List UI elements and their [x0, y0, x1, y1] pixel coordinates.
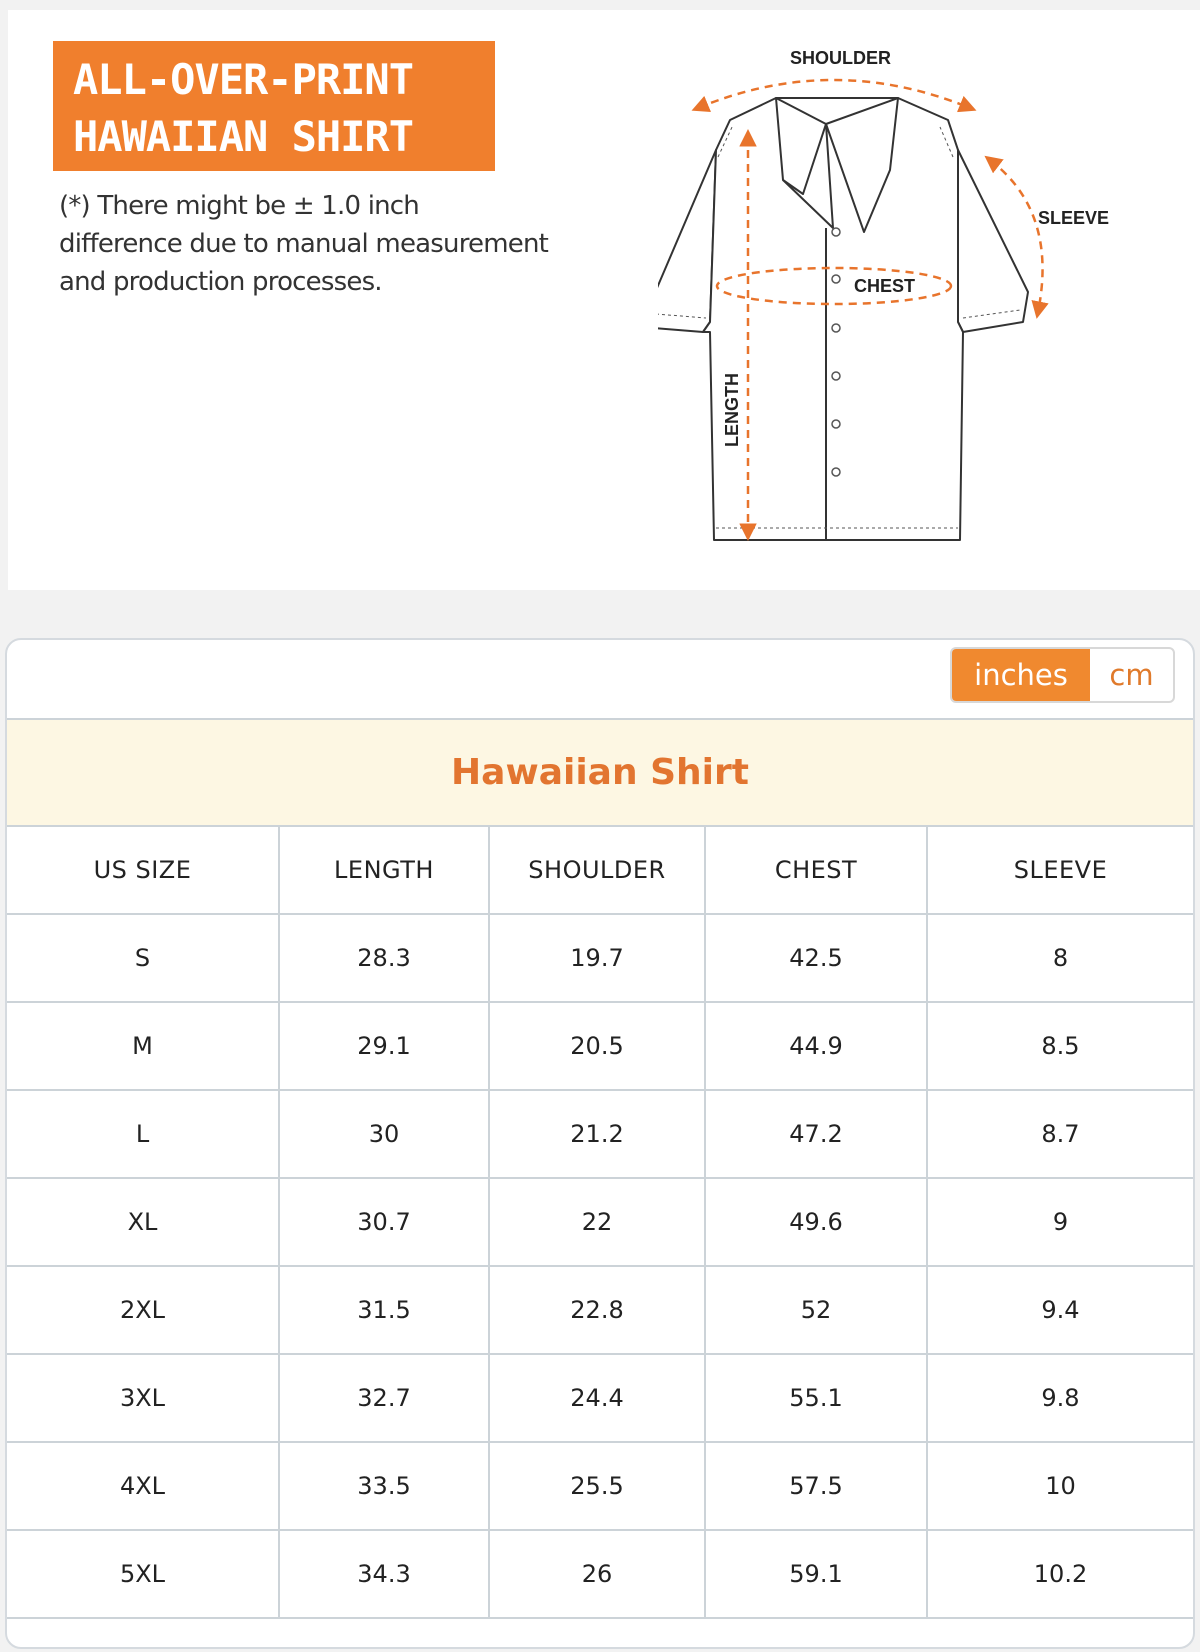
- cell-length: 29.1: [279, 1002, 489, 1090]
- table-row: [7, 914, 1193, 1002]
- measurement-guide-panel: [8, 10, 1200, 590]
- cell-size: 2XL: [7, 1266, 279, 1354]
- table-row: [7, 1354, 1193, 1442]
- cell-chest: 57.5: [705, 1442, 927, 1530]
- column-header-shoulder: SHOULDER: [489, 827, 705, 914]
- table-title-band: [7, 718, 1193, 827]
- cell-size: 4XL: [7, 1442, 279, 1530]
- cell-chest: 55.1: [705, 1354, 927, 1442]
- unit-inches-button[interactable]: inches: [952, 649, 1090, 701]
- table-row: [7, 1090, 1193, 1178]
- disclaimer-line-3: and production processes.: [59, 267, 382, 297]
- chest-label: CHEST: [854, 276, 916, 296]
- cell-shoulder: 19.7: [489, 914, 705, 1002]
- cell-sleeve: 8.7: [927, 1090, 1193, 1178]
- table-row: [7, 1266, 1193, 1354]
- table-title: Hawaiian Shirt: [451, 752, 749, 793]
- product-title-line-2: HAWAIIAN SHIRT: [73, 112, 414, 161]
- cell-chest: 49.6: [705, 1178, 927, 1266]
- cell-length: 34.3: [279, 1530, 489, 1618]
- unit-toggle: [950, 647, 1175, 703]
- unit-cm-button[interactable]: cm: [1109, 658, 1154, 692]
- cell-length: 32.7: [279, 1354, 489, 1442]
- cell-sleeve: 9.8: [927, 1354, 1193, 1442]
- column-header-length: LENGTH: [279, 827, 489, 914]
- size-chart-card: [5, 638, 1195, 1649]
- cell-shoulder: 26: [489, 1530, 705, 1618]
- table-row: [7, 1530, 1193, 1618]
- cell-size: 5XL: [7, 1530, 279, 1618]
- measurement-disclaimer: [59, 187, 599, 301]
- cell-sleeve: 10.2: [927, 1530, 1193, 1618]
- cell-length: 31.5: [279, 1266, 489, 1354]
- cell-sleeve: 9: [927, 1178, 1193, 1266]
- cell-shoulder: 20.5: [489, 1002, 705, 1090]
- cell-chest: 52: [705, 1266, 927, 1354]
- cell-size: M: [7, 1002, 279, 1090]
- cell-length: 28.3: [279, 914, 489, 1002]
- table-row: [7, 1178, 1193, 1266]
- table-row: [7, 1002, 1193, 1090]
- cell-length: 30: [279, 1090, 489, 1178]
- cell-chest: 59.1: [705, 1530, 927, 1618]
- product-title-banner: [53, 41, 495, 171]
- cell-sleeve: 9.4: [927, 1266, 1193, 1354]
- product-title-line-1: ALL-OVER-PRINT: [73, 55, 414, 104]
- cell-chest: 44.9: [705, 1002, 927, 1090]
- cell-length: 33.5: [279, 1442, 489, 1530]
- table-header-row: [7, 827, 1193, 914]
- column-header-us-size: US SIZE: [7, 827, 279, 914]
- cell-size: L: [7, 1090, 279, 1178]
- cell-chest: 47.2: [705, 1090, 927, 1178]
- cell-size: 3XL: [7, 1354, 279, 1442]
- shirt-icon: [658, 98, 1028, 540]
- column-header-chest: CHEST: [705, 827, 927, 914]
- cell-shoulder: 22: [489, 1178, 705, 1266]
- cell-shoulder: 22.8: [489, 1266, 705, 1354]
- size-table: [7, 827, 1193, 1619]
- cell-chest: 42.5: [705, 914, 927, 1002]
- disclaimer-line-2: difference due to manual measurement: [59, 229, 549, 259]
- shoulder-label: SHOULDER: [790, 48, 892, 68]
- cell-shoulder: 24.4: [489, 1354, 705, 1442]
- disclaimer-line-1: (*) There might be ± 1.0 inch: [59, 191, 419, 221]
- sleeve-label: SLEEVE: [1038, 208, 1110, 228]
- cell-length: 30.7: [279, 1178, 489, 1266]
- length-label: LENGTH: [722, 373, 742, 447]
- cell-shoulder: 25.5: [489, 1442, 705, 1530]
- column-header-sleeve: SLEEVE: [927, 827, 1193, 914]
- cell-size: S: [7, 914, 279, 1002]
- cell-sleeve: 8: [927, 914, 1193, 1002]
- cell-sleeve: 10: [927, 1442, 1193, 1530]
- cell-sleeve: 8.5: [927, 1002, 1193, 1090]
- shirt-measurement-diagram: [658, 32, 1200, 577]
- cell-size: XL: [7, 1178, 279, 1266]
- table-row: [7, 1442, 1193, 1530]
- cell-shoulder: 21.2: [489, 1090, 705, 1178]
